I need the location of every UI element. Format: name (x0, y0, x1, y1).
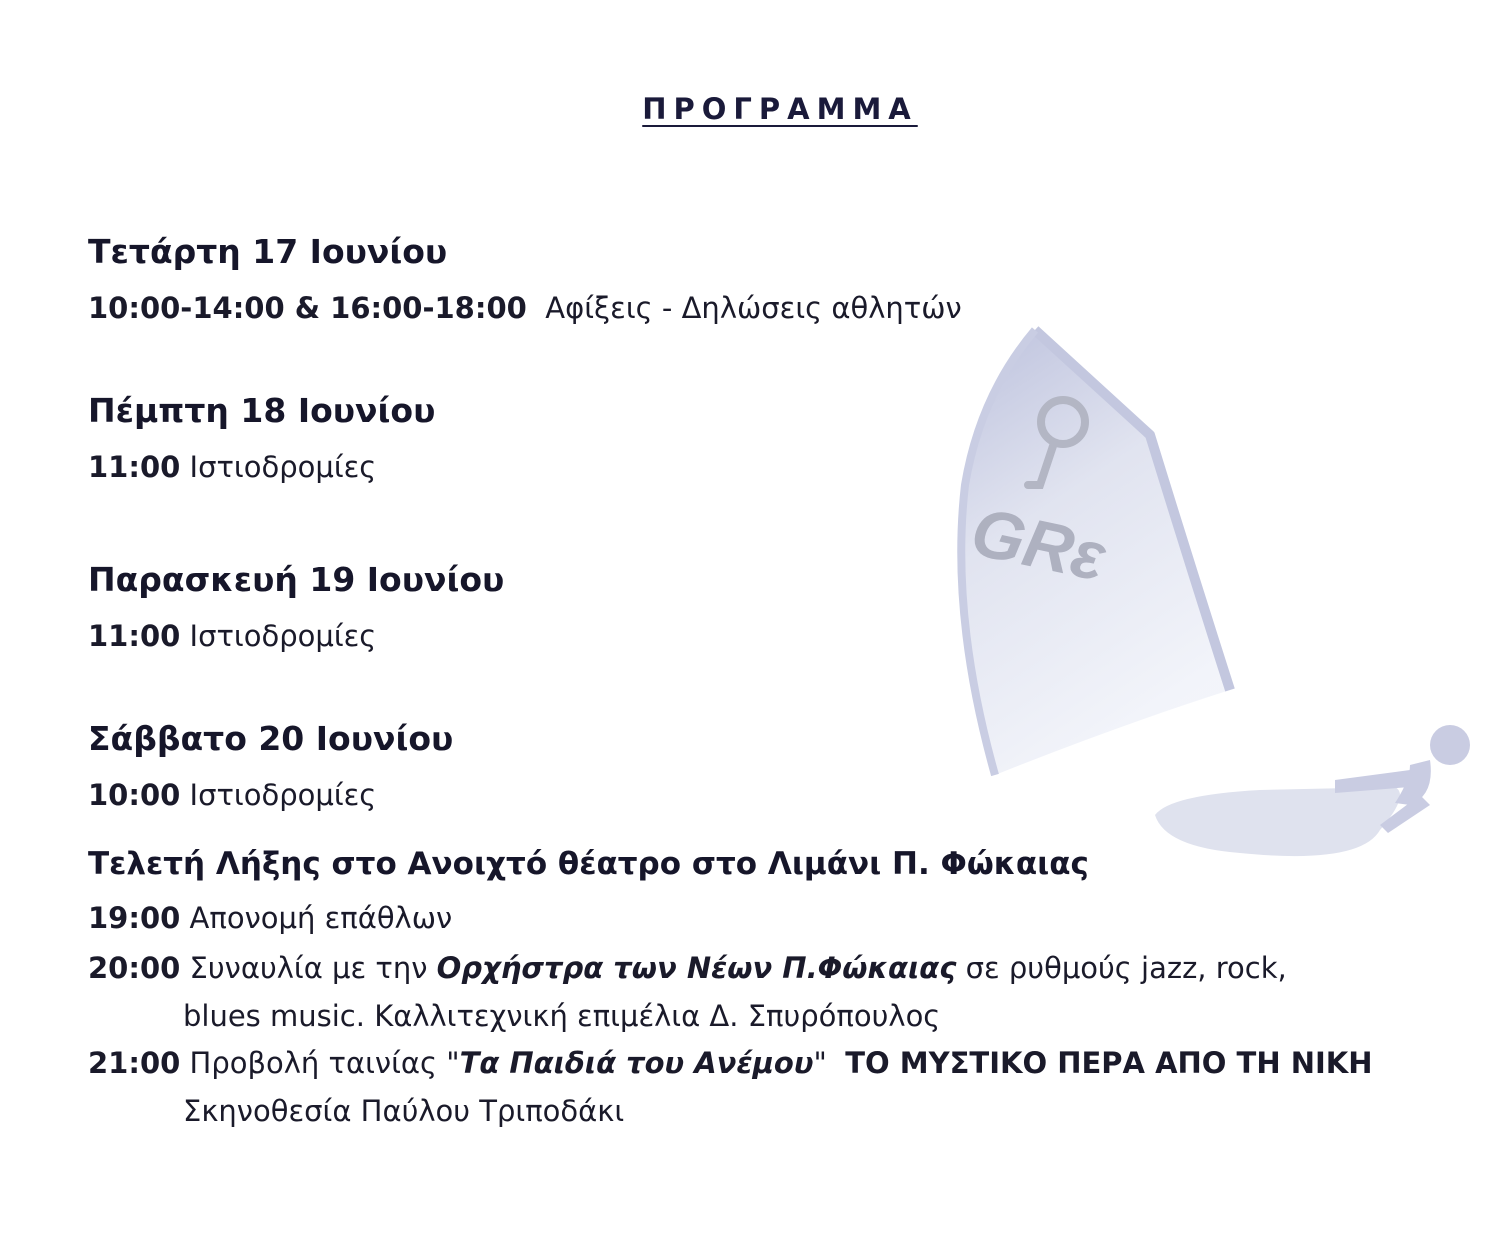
schedule-text: Ιστιοδρομίες (189, 619, 377, 653)
day-heading-thursday: Πέμπτη 18 Ιουνίου (88, 391, 436, 430)
ceremony-event (88, 901, 452, 935)
day-heading-friday: Παρασκευή 19 Ιουνίου (88, 560, 505, 599)
film-title: Τα Παιδιά του Ανέμου (459, 1046, 814, 1080)
schedule-line (88, 291, 962, 325)
ceremony-event (88, 1046, 1373, 1080)
event-time: 21:00 (88, 1046, 181, 1080)
schedule-time: 10:00 (88, 778, 181, 812)
film-subtitle: ΤΟ ΜΥΣΤΙΚΟ ΠΕΡΑ ΑΠΟ ΤΗ ΝΙΚΗ (845, 1046, 1373, 1080)
schedule-time: 11:00 (88, 450, 181, 484)
logo-text: GRε (964, 493, 1113, 596)
schedule-line (88, 778, 376, 812)
orchestra-name: Ορχήστρα των Νέων Π.Φώκαιας (436, 951, 957, 985)
schedule-text: Αφίξεις - Δηλώσεις αθλητών (545, 291, 962, 325)
page-title: ΠΡΟΓΡΑΜΜΑ (642, 92, 918, 126)
event-continuation: blues music. Καλλιτεχνική επιμέλια Δ. Σπυρόπουλος (183, 999, 941, 1033)
event-text: Απονομή επάθλων (189, 901, 453, 935)
day-heading-wednesday: Τετάρτη 17 Ιουνίου (88, 232, 448, 271)
event-time: 20:00 (88, 951, 181, 985)
event-text-post: σε ρυθμούς jazz, rock, (965, 951, 1287, 985)
ceremony-event (88, 951, 1287, 985)
event-text-pre: Προβολή ταινίας " (189, 1046, 460, 1080)
schedule-text: Ιστιοδρομίες (189, 778, 377, 812)
schedule-text: Ιστιοδρομίες (189, 450, 377, 484)
event-text-post: " (813, 1046, 827, 1080)
event-time: 19:00 (88, 901, 181, 935)
event-text-pre: Συναυλία με την (189, 951, 428, 985)
schedule-line (88, 450, 376, 484)
optimist-sailboat-icon (940, 325, 1480, 865)
ceremony-heading: Τελετή Λήξης στο Ανοιχτό θέατρο στο Λιμάνι Π. Φώκαιας (88, 846, 1089, 882)
schedule-line (88, 619, 376, 653)
schedule-time: 10:00-14:00 & 16:00-18:00 (88, 291, 527, 325)
day-heading-saturday: Σάββατο 20 Ιουνίου (88, 719, 454, 758)
event-continuation: Σκηνοθεσία Παύλου Τριποδάκι (183, 1094, 625, 1128)
schedule-time: 11:00 (88, 619, 181, 653)
